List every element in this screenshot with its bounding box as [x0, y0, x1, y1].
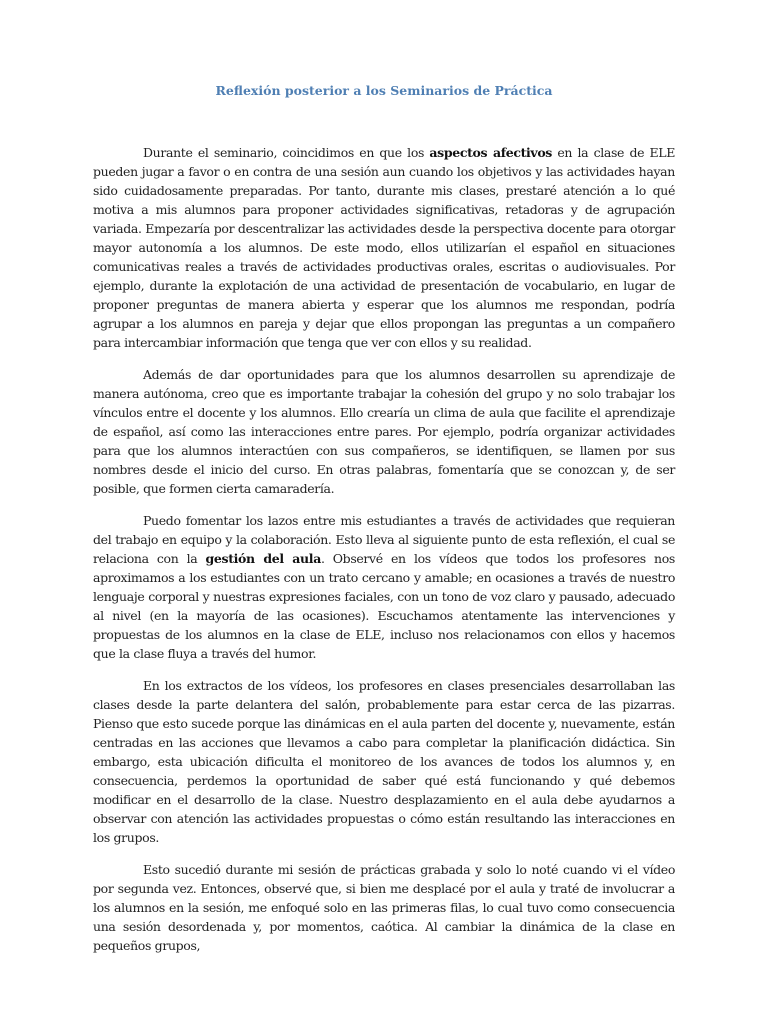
paragraph-text: Puedo fomentar los lazos entre mis estudiantes a través de actividades que requieran del trabajo en equipo y la colaboración. Esto lleva al siguiente punto de esta reflexión, el cual se relaciona con la	[93, 513, 675, 566]
paragraph-afectivos	[93, 143, 675, 352]
paragraph-text: . Observé en los vídeos que todos los profesores nos aproximamos a los estudiantes con un trato cercano y amable; en ocasiones a través de nuestro lenguaje corporal y nuestras expresiones faciales, con un tono de voz claro y pausado, adecuado al nivel (en la mayoría de las ocasiones). Escuchamos atentamente las intervenciones y propuestas de los alumnos en la clase de ELE, incluso nos relacionamos con ellos y hacemos que la clase fluya a través del humor.	[93, 551, 675, 661]
paragraph-text: Además de dar oportunidades para que los alumnos desarrollen su aprendizaje de manera autónoma, creo que es importante trabajar la cohesión del grupo y no solo trabajar los vínculos entre el docente y los alumnos. Ello crearía un clima de aula que facilite el aprendizaje de español, así como las interacciones entre pares. Por ejemplo, podría organizar actividades para que los alumnos interactúen con sus compañeros, se identifiquen, se llamen por sus nombres desde el inicio del curso. En otras palabras, fomentaría que se conozcan y, de ser posible, que formen cierta camaradería.	[93, 367, 675, 496]
document-title: Reflexión posterior a los Seminarios de Práctica	[215, 83, 553, 98]
paragraph-text: En los extractos de los vídeos, los profesores en clases presenciales desarrollaban las clases desde la parte delantera del salón, probablemente para estar cerca de las pizarras. Pienso que esto sucede porque las dinámicas en el aula parten del docente y, nuevamente, están centradas en las acciones que llevamos a cabo para completar la planificación didáctica. Sin embargo, esta ubicación dificulta el monitoreo de los avances de todos los alumnos y, en consecuencia, perdemos la oportunidad de saber qué está funcionando y qué debemos modificar en el desarrollo de la clase. Nuestro desplazamiento en el aula debe ayudarnos a observar con atención las actividades propuestas o cómo están resultando las interacciones en los grupos.	[93, 678, 675, 845]
paragraph-sesion	[93, 860, 675, 955]
paragraph-videos	[93, 676, 675, 847]
paragraph-cohesion	[93, 365, 675, 498]
paragraph-text: Durante el seminario, coincidimos en que los	[143, 145, 430, 160]
bold-term-aspectos-afectivos: aspectos afectivos	[429, 145, 552, 160]
paragraph-text: Esto sucedió durante mi sesión de prácticas grabada y solo lo noté cuando vi el vídeo por segunda vez. Entonces, observé que, si bien me desplacé por el aula y traté de involucrar a los alumnos en la sesión, me enfoqué solo en las primeras filas, lo cual tuvo como consecuencia una sesión desordenada y, por momentos, caótica. Al cambiar la dinámica de la clase en pequeños grupos,	[93, 862, 675, 953]
paragraph-text: en la clase de ELE pueden jugar a favor o en contra de una sesión aun cuando los objetivos y las actividades hayan sido cuidadosamente preparadas. Por tanto, durante mis clases, prestaré atención a lo qué motiva a mis alumnos para proponer actividades significativas, retadoras y de agrupación variada. Empezaría por descentralizar las actividades desde la perspectiva docente para otorgar mayor autonomía a los alumnos. De este modo, ellos utilizarían el español en situaciones comunicativas reales a través de actividades productivas orales, escritas o audiovisuales. Por ejemplo, durante la explotación de una actividad de presentación de vocabulario, en lugar de proponer preguntas de manera abierta y esperar que los alumnos me respondan, podría agrupar a los alumnos en pareja y dejar que ellos propongan las preguntas a un compañero para intercambiar información que tenga que ver con ellos y su realidad.	[93, 145, 675, 350]
bold-term-gestion-del-aula: gestión del aula	[205, 551, 321, 566]
paragraph-gestion	[93, 511, 675, 663]
